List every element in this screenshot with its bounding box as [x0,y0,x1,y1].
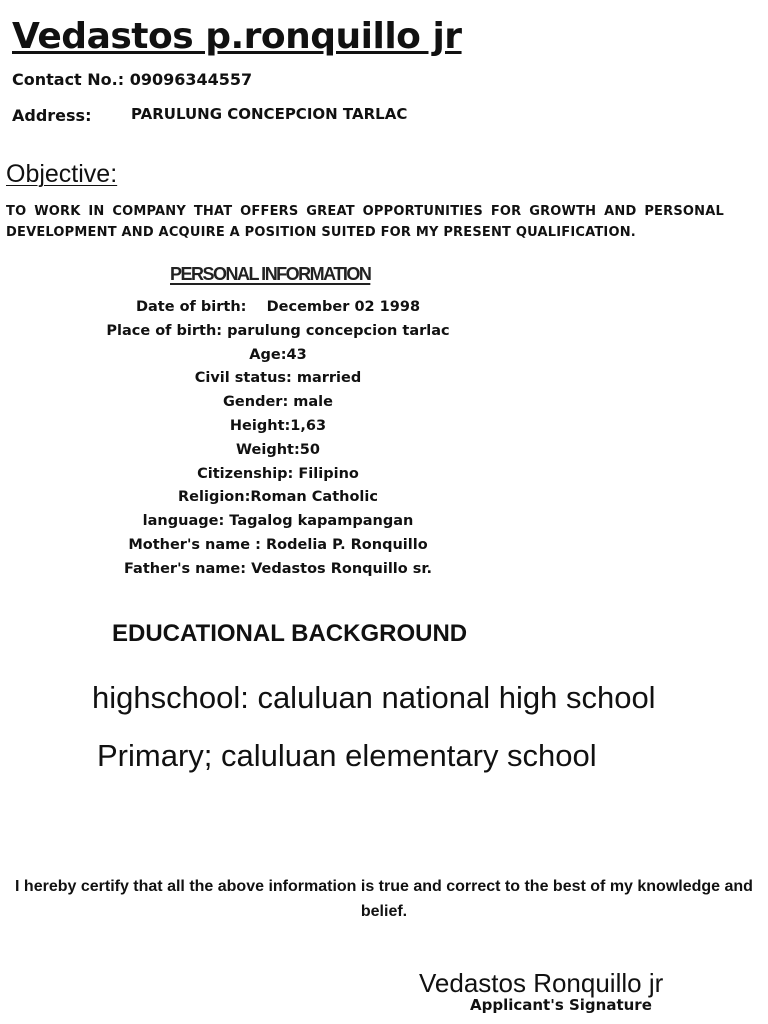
height: Height:1,63 [229,417,327,434]
address-label: Address: [12,106,92,125]
fathers-name: Father's name: Vedastos Ronquillo sr. [123,560,433,577]
citizenship: Citizenship: Filipino [197,465,359,482]
place-of-birth: Place of birth: parulung concepcion tarlac [106,322,450,339]
signature-name: Vedastos Ronquillo jr [419,968,664,998]
applicant-name: Vedastos p.ronquillo jr [12,16,462,57]
date-of-birth: Date of birth: December 02 1998 [135,299,421,315]
mothers-name: Mother's name : Rodelia P. Ronquillo [128,536,428,553]
objective-heading: Objective: [6,160,118,188]
signature-label: Applicant's Signature [470,996,652,1014]
highschool-entry: highschool: caluluan national high school [92,680,656,715]
religion: Religion:Roman Catholic [178,489,378,506]
address-value: PARULUNG CONCEPCION TARLAC [131,105,408,123]
contact-number: Contact No.: 09096344557 [12,70,253,89]
language: language: Tagalog kapampangan [142,513,414,530]
primary-entry: Primary; caluluan elementary school [97,738,597,773]
objective-text: TO WORK IN COMPANY THAT OFFERS GREAT OPPORTUNITIES FOR GROWTH AND PERSONAL DEVELOPMENT AND ACQUIRE A POSITION SUITED FOR MY PRESENT QUALIFICATION. [6,204,724,240]
certification-statement: I hereby certify that all the above information is true and correct to the best of my knowledge and belief. [15,878,753,920]
age: Age:43 [249,346,307,363]
civil-status: Civil status: married [194,370,362,387]
personal-information-heading: PERSONAL INFORMATION [170,264,371,284]
gender: Gender: male [223,394,333,411]
personal-information-list [0,296,556,582]
educational-background-heading: EDUCATIONAL BACKGROUND [112,620,468,647]
weight: Weight:50 [236,441,320,458]
